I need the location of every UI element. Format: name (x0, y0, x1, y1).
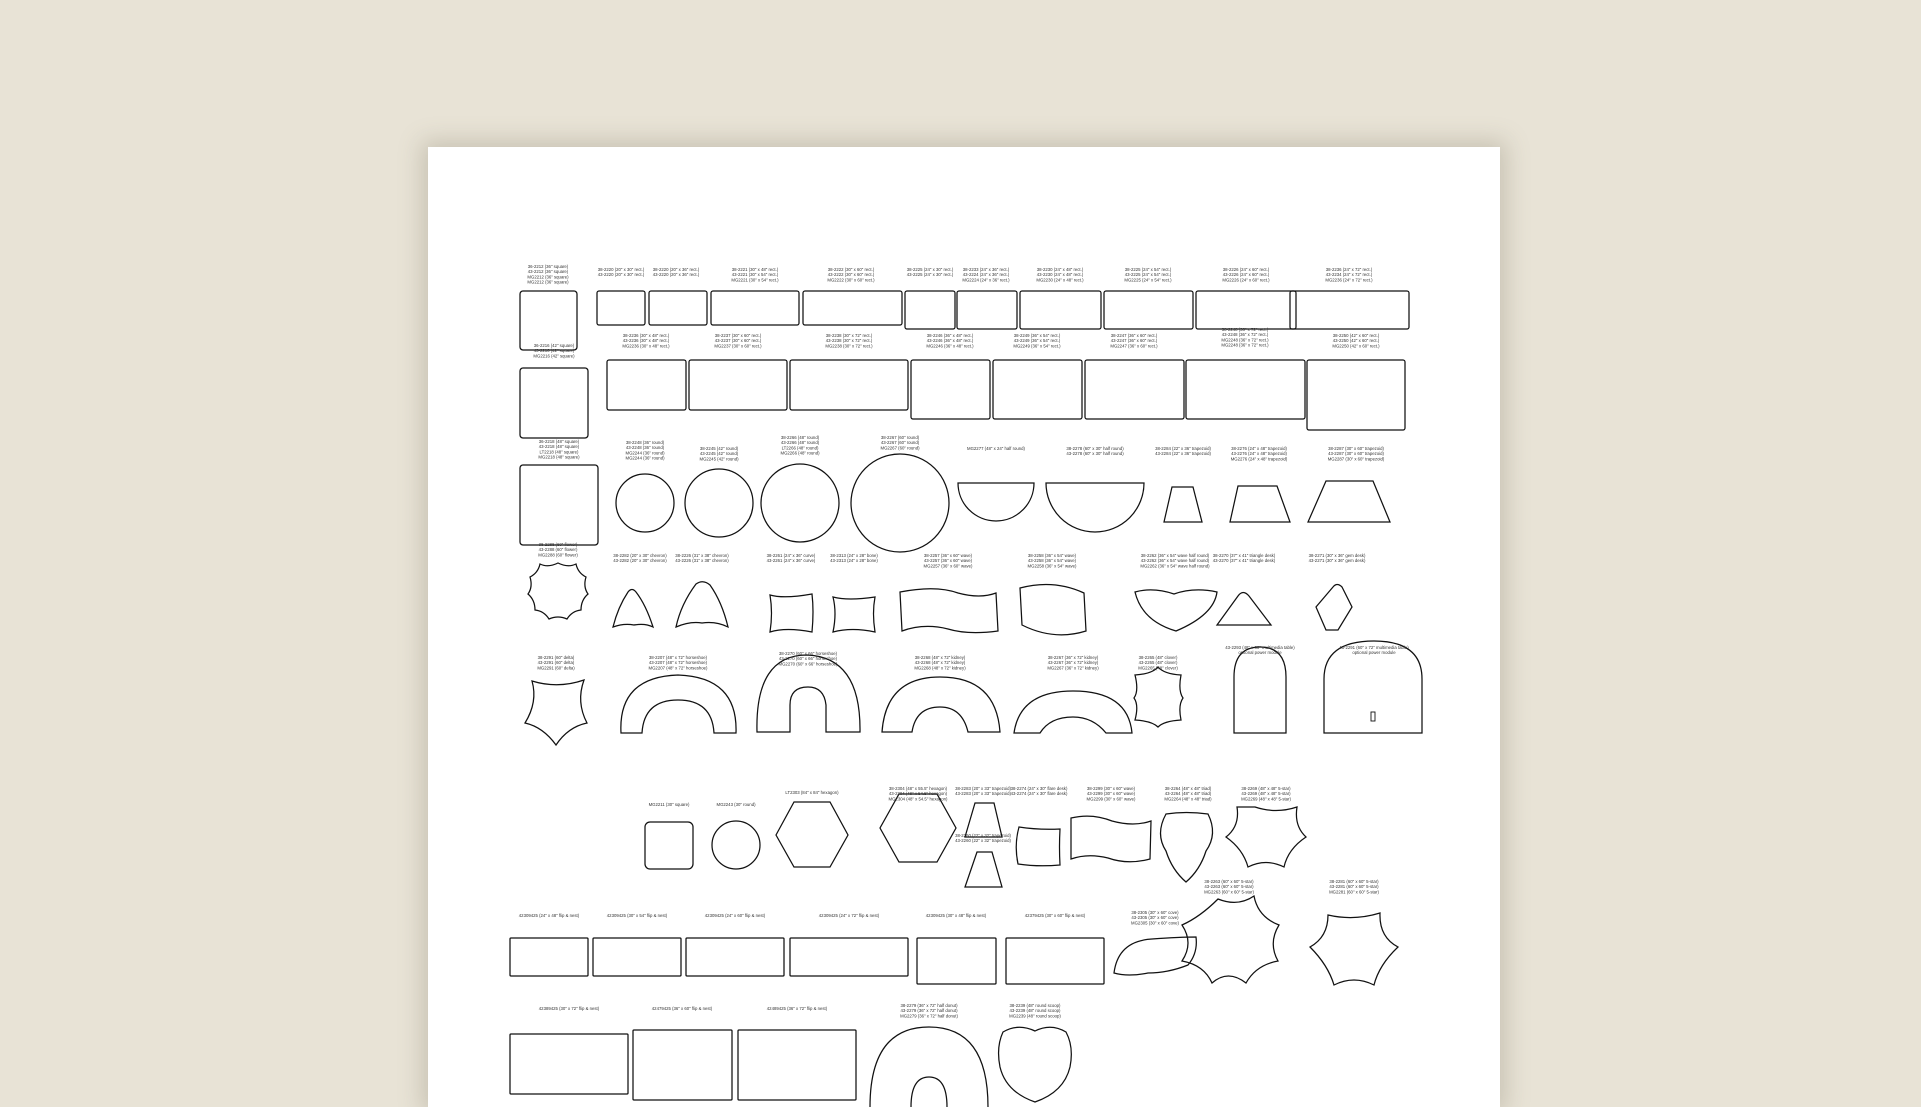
rect-24x54-shape (1104, 291, 1193, 329)
shape-label: MG2265 (48" clover) (1138, 665, 1178, 671)
rect-24x36-shape (957, 291, 1017, 329)
rect-36x54-shape (993, 360, 1082, 419)
shape-label: 38-2238 (30" x 72" rect.) (825, 333, 873, 338)
rect-36x48-shape (911, 360, 990, 419)
shape-label: 38-2299 (30" x 60" wave) (1086, 786, 1136, 791)
shape-label: 38-2263 (60" x 60" 5-star) (1204, 879, 1254, 884)
shape-label: 43-2270 (60" x 66" horseshoe) (778, 656, 838, 662)
cove-30x60-shape (1114, 937, 1196, 975)
shape-label: 43-2288 (60" flower) (538, 547, 578, 553)
shape-label: MG2246 (36" x 48" rect.) (926, 343, 974, 349)
shape-label: optional power module (1238, 650, 1282, 656)
rect-30x54-shape (711, 291, 799, 325)
shape-label: 38-2230 (24" x 48" rect.) (1036, 267, 1084, 272)
shape-label: 38-2250 (42" x 60" rect.) (1332, 333, 1380, 338)
shape-label: MG2269 (48" x 48" 5-star) (1241, 796, 1291, 802)
shape-label: 43-2207 (48" x 72" horseshoe) (648, 660, 708, 666)
shape-label: 42309425 (30" x 48" flip & nest) (925, 913, 987, 918)
shape-label: 43-2299 (30" x 60" wave) (1086, 791, 1136, 797)
shape-label: 43-2224 (24" x 36" rect.) (962, 272, 1010, 278)
half-donut-36x72-shape (870, 1027, 988, 1107)
shape-label: 42489425 (36" x 72" flip & nest) (766, 1006, 828, 1011)
shape-label: 38-2281 (60" x 60" 5-star) (1329, 879, 1379, 884)
shape-label: 42309425 (24" x 48" flip & nest) (518, 913, 580, 918)
rect-24x48-shape (1020, 291, 1101, 329)
round-36-shape (616, 474, 674, 532)
rect-30x60b-shape (689, 360, 787, 410)
shape-label: MG2218 (48" square) (538, 454, 580, 460)
shape-label: 38-2248 (36" x 72" rect.) (1221, 327, 1269, 332)
shape-label: 43-2260 (22" x 32" trapezoid) (955, 838, 1011, 844)
shape-label: 43-2257 (36" x 60" wave) (923, 558, 973, 564)
shape-label: 38-2291 (60" delta) (537, 655, 575, 660)
shape-label: 38-2247 (36" x 60" rect.) (1110, 333, 1158, 338)
flip-nest-36x72-shape (738, 1030, 856, 1100)
shape-label: 38-2236 (30" x 48" rect.) (622, 333, 670, 338)
shape-label: MG2211 (30" square) (648, 802, 690, 807)
clover-48-shape (1134, 667, 1183, 727)
shape-label: 43-2278 (60" x 30" half round) (1066, 451, 1124, 457)
shape-label: 43-2281 (60" x 60" 5-star) (1329, 884, 1379, 890)
wave-30x60-shape (1071, 816, 1151, 862)
shape-label: 38-2274 (24" x 30" flare desk) (1010, 786, 1068, 791)
shape-label: MG2287 (30" x 60" trapezoid) (1327, 456, 1385, 462)
triad-48-shape (1161, 813, 1213, 883)
shape-label: MG2238 (30" x 72" rect.) (825, 343, 873, 349)
rect-24x72-shape (1290, 291, 1409, 329)
round-48-shape (761, 464, 839, 542)
shape-label: MG2243 (30" round) (716, 802, 756, 807)
shape-label: 43-2230 (24" x 48" rect.) (1036, 272, 1084, 278)
shape-label: MG2236 (30" x 48" rect.) (622, 343, 670, 349)
shape-label: 43-2226 (31" x 38" chevron) (675, 558, 729, 564)
wave-36x60-shape (900, 589, 998, 633)
trapezoid-22x36-shape (1164, 487, 1202, 522)
shape-label: 38-2245 (42" round) (699, 446, 739, 451)
shape-label: 43-2279 (36" x 72" half donut) (900, 1008, 958, 1014)
rect-24x60-shape (1196, 291, 1296, 329)
shape-label: 43-2250 (42" x 60" rect.) (1332, 338, 1380, 344)
shape-label: 38-2269 (48" x 48" 5-star) (1241, 786, 1291, 791)
shape-label: 38-2237 (30" x 60" rect.) (714, 333, 762, 338)
shape-label: 43-2236 (30" x 48" rect.) (622, 338, 670, 344)
shape-label: MG2262 (36" x 54" wave half round) (1140, 563, 1210, 569)
shape-label: MG2249 (36" x 54" rect.) (1013, 343, 1061, 349)
shape-label: 38-2304 (48" x 55.5" hexagon) (888, 786, 948, 791)
shape-label: 38-2265 (48" clover) (1138, 655, 1178, 660)
shape-label: MG2250 (42" x 60" rect.) (1332, 343, 1380, 349)
trapezoid-30x60-shape (1308, 481, 1390, 522)
shape-label: 38-2261 (24" x 36" curve) (766, 553, 816, 558)
shape-label: 38-2276 (24" x 48" trapezoid) (1231, 446, 1287, 451)
shape-label: 38-2221 (30" x 48" rect.) (731, 267, 779, 272)
shape-label: 43-2293 (48" x 60" multimedia table) (1225, 645, 1295, 650)
shape-label: 38-2284 (22" x 36" trapezoid) (1155, 446, 1211, 451)
shape-label: 38-2288 (60" flower) (538, 542, 578, 547)
shape-label: MG2267 (60" round) (880, 445, 920, 451)
trapezoid-20x33-shape (965, 803, 1002, 837)
rect-30x48-shape (607, 360, 686, 410)
shape-label: 38-2239 (48" round scoop) (1009, 1003, 1061, 1008)
shape-labels (519, 264, 1409, 1018)
gem-desk-shape (1316, 585, 1352, 631)
shape-label: MG2244 (36" round) (625, 450, 665, 456)
half-round-60-shape (1046, 483, 1144, 532)
shape-label: 43-2218 (48" square) (538, 444, 580, 450)
shape-label: MG2288 (60" flower) (538, 552, 578, 558)
rect-36x72-shape (1186, 360, 1305, 419)
shape-label: MG2305 (30" x 60" cove) (1131, 920, 1179, 926)
shape-label: MG2268 (48" x 72" kidney) (914, 665, 966, 671)
shape-label: MG2264 (48" x 48" triad) (1164, 796, 1212, 802)
shape-label: 43-2216 (42" square) (533, 348, 575, 354)
table-shapes-chart (428, 147, 1500, 1107)
shape-label: 38-2225 (24" x 54" rect.) (1124, 267, 1172, 272)
shape-label: MG2277 (48" x 24" half round) (967, 446, 1025, 451)
shape-label: 38-2271 (30" x 36" gem desk) (1308, 553, 1366, 558)
shape-label: 43-2220 (20" x 30" rect.) (597, 272, 645, 278)
shape-label: 43-2267 (36" x 72" kidney) (1047, 660, 1099, 666)
shape-label: 43-2304 (48" x 54.5" hexagon) (888, 791, 948, 797)
round-60-shape (851, 454, 949, 552)
shape-label: 43-2265 (48" clover) (1138, 660, 1178, 666)
shape-label: 43-2226 (24" x 60" rect.) (1222, 272, 1270, 278)
chevron-20x30-shape (613, 590, 653, 628)
shape-label: MG2267 (36" x 72" kidney) (1047, 665, 1099, 671)
shape-label: 43-2282 (20" x 30" chevron) (613, 558, 667, 564)
shape-label: 42479425 (36" x 60" flip & nest) (651, 1006, 713, 1011)
shape-label: 42379425 (30" x 60" flip & nest) (1024, 913, 1086, 918)
shape-label: MG2212 (36" square) (527, 274, 569, 280)
shape-label: 38-2222 (30" x 60" rect.) (827, 267, 875, 272)
shape-label: MG2248 (36" x 72" rect.) (1221, 337, 1269, 343)
shape-label: MG2276 (24" x 48" trapezoid) (1230, 456, 1288, 462)
flip-nest-24x72-shape (790, 938, 908, 976)
shape-label: MG2237 (30" x 60" rect.) (714, 343, 762, 349)
shape-label: 43-2266 (48" round) (780, 440, 820, 446)
shape-label: 43-2261 (24" x 36" curve) (766, 558, 816, 564)
shape-label: MG2248 (36" x 72" rect.) (1221, 342, 1269, 348)
shape-label: 42309425 (30" x 54" flip & nest) (606, 913, 668, 918)
shape-label: 38-2267 (36" x 72" kidney) (1047, 655, 1099, 660)
shape-label: MG2226 (24" x 60" rect.) (1222, 277, 1270, 283)
hexagon-84-shape (776, 802, 848, 867)
hexagon-48-shape (880, 794, 956, 862)
shape-label: 43-2258 (36" x 54" wave) (1027, 558, 1077, 564)
kidney-48x72-shape (882, 677, 1000, 732)
shape-label: 38-2225 (24" x 30" rect.) (906, 267, 954, 272)
shape-label: MG2257 (36" x 60" wave) (923, 563, 973, 569)
shape-label: 43-2291 (60" delta) (537, 660, 575, 666)
shape-label: MG2299 (30" x 60" wave) (1086, 796, 1136, 802)
shape-label: 42309425 (24" x 60" flip & nest) (704, 913, 766, 918)
shape-label: 43-2269 (48" x 48" 5-star) (1241, 791, 1291, 797)
shape-label: 38-2305 (30" x 60" cove) (1131, 910, 1179, 915)
rect-36x60-shape (1085, 360, 1184, 419)
shape-label: 43-2238 (30" x 72" rect.) (825, 338, 873, 344)
shape-label: 38-2264 (48" x 48" triad) (1164, 786, 1212, 791)
square-30-shape (645, 822, 693, 869)
bone-24x28-shape (833, 597, 875, 632)
delta-60-shape (525, 680, 587, 745)
square-36-shape (520, 291, 577, 350)
rect-42x60-shape (1307, 360, 1405, 430)
document-sheet (428, 147, 1500, 1107)
wave-36x54-shape (1020, 584, 1086, 634)
shape-label: 43-2271 (30" x 36" gem desk) (1308, 558, 1366, 564)
flip-nest-30x72-shape (510, 1034, 628, 1094)
shape-label: MG2281 (60" x 60" 5-star) (1329, 889, 1379, 895)
shape-label: 43-2222 (30" x 60" rect.) (827, 272, 875, 278)
square-48-shape (520, 465, 598, 545)
shape-label: 38-2260 (22" x 32" trapezoid) (955, 833, 1011, 838)
shape-label: 43-2274 (24" x 30" flare desk) (1010, 791, 1068, 797)
shape-label: 38-2248 (36" round) (625, 440, 665, 445)
flip-nest-36x60-shape (633, 1030, 732, 1100)
shape-label: 43-2291 (60" x 72" multimedia table) (1339, 645, 1409, 650)
shape-label: MG2224 (24" x 36" rect.) (962, 277, 1010, 283)
shape-label: 43-2276 (24" x 48" trapezoid) (1231, 451, 1287, 457)
shape-label: 38-2267 (60" round) (880, 435, 920, 440)
rect-30x72-shape (790, 360, 908, 410)
shape-label: MG2221 (30" x 54" rect.) (731, 277, 779, 283)
shape-label: 43-2283 (20" x 33" trapezoid) (955, 791, 1011, 797)
shape-label: 43-2249 (36" x 54" rect.) (1013, 338, 1061, 344)
rect-20x36-shape (649, 291, 707, 325)
kidney-36x72-shape (1014, 691, 1132, 733)
shape-label: 43-2246 (36" x 48" rect.) (926, 338, 974, 344)
five-star-60b-shape (1310, 913, 1398, 985)
shape-label: 42389425 (30" x 72" flip & nest) (538, 1006, 600, 1011)
shape-label: MG2212 (36" square) (527, 279, 569, 285)
shape-label: 38-2287 (30" x 60" trapezoid) (1328, 446, 1384, 451)
five-star-48-shape (1226, 807, 1306, 867)
shape-label: 38-2226 (24" x 60" rect.) (1222, 267, 1270, 272)
triangle-desk-shape (1217, 593, 1271, 626)
shape-label: MG2244 (36" round) (625, 455, 665, 461)
shape-label: 43-2268 (48" x 72" kidney) (914, 660, 966, 666)
round-42-shape (685, 469, 753, 537)
shape-label: 43-2237 (30" x 60" rect.) (714, 338, 762, 344)
rect-20x30-shape (597, 291, 645, 325)
square-42-shape (520, 368, 588, 438)
shape-label: 38-2220 (20" x 36" rect.) (652, 267, 700, 272)
curve-24x36-shape (770, 594, 813, 632)
shape-label: 43-2221 (30" x 54" rect.) (731, 272, 779, 278)
flip-nest-30x54-shape (593, 938, 681, 976)
flower-60-shape (528, 563, 588, 619)
shape-label: 38-2249 (36" x 54" rect.) (1013, 333, 1061, 338)
shape-label: 38-2236 (24" x 72" rect.) (1325, 267, 1373, 272)
shape-label: MG2222 (30" x 60" rect.) (827, 277, 875, 283)
trapezoid-22x32-shape (965, 852, 1002, 887)
shape-label: 38-2233 (24" x 36" rect.) (962, 267, 1010, 272)
shape-label: 42309425 (24" x 72" flip & nest) (818, 913, 880, 918)
flip-nest-24x48-shape (510, 938, 588, 976)
shape-label: 43-2225 (24" x 30" rect.) (906, 272, 954, 278)
shape-label: LT2218 (48" square) (539, 449, 579, 455)
shape-label: 43-2245 (42" round) (699, 451, 739, 457)
shape-label: MG2247 (36" x 60" rect.) (1110, 343, 1158, 349)
shape-label: 38-2268 (48" x 72" kidney) (914, 655, 966, 660)
shape-label: MG2279 (36" x 72" half donut) (900, 1013, 958, 1019)
shape-label: 43-2264 (48" x 48" triad) (1164, 791, 1212, 797)
shape-label: MG2258 (36" x 54" wave) (1027, 563, 1077, 569)
chevron-31x38-shape (676, 582, 728, 627)
shape-label: 38-2226 (31" x 38" chevron) (675, 553, 729, 558)
wave-half-round-shape (1135, 590, 1217, 631)
shape-label: MG2304 (48" x 54.5" hexagon) (888, 796, 948, 802)
shape-label: 38-2270 (60" x 66" horseshoe) (778, 651, 838, 656)
shape-label: 38-2258 (36" x 54" wave) (1027, 553, 1077, 558)
shape-label: 43-2234 (24" x 72" rect.) (1325, 272, 1373, 278)
shape-label: MG2239 (48" round scoop) (1009, 1013, 1061, 1019)
shape-label: 43-2262 (36" x 54" wave half round) (1140, 558, 1210, 564)
multimedia-48x60-shape (1234, 647, 1286, 733)
horseshoe-48x72-shape (621, 675, 736, 733)
shape-label: 38-2283 (20" x 33" trapezoid) (955, 786, 1011, 791)
shape-label: 43-2267 (60" round) (880, 440, 920, 446)
shape-label: 43-2247 (36" x 60" rect.) (1110, 338, 1158, 344)
shape-label: 38-2220 (20" x 30" rect.) (597, 267, 645, 272)
shape-label: LT2266 (48" round) (781, 445, 819, 451)
shape-label: 43-2287 (30" x 60" trapezoid) (1328, 451, 1384, 457)
shape-label: optional power module (1352, 650, 1396, 656)
shape-label: 43-2248 (36" round) (625, 445, 665, 451)
shape-label: 38-2270 (37" x 41" triangle desk) (1212, 553, 1276, 558)
shape-label: 38-2278 (60" x 30" half round) (1066, 446, 1124, 451)
shape-label: 36-2212 (36" square) (527, 264, 569, 269)
shape-label: 43-2305 (30" x 60" cove) (1131, 915, 1179, 921)
shape-label: MG2263 (60" x 60" 5-star) (1204, 889, 1254, 895)
power-module-icon (1371, 712, 1375, 721)
shape-label: 38-2207 (48" x 72" horseshoe) (648, 655, 708, 660)
shape-label: 36-2216 (42" square) (533, 343, 575, 348)
shape-label: MG2230 (24" x 48" rect.) (1036, 277, 1084, 283)
shape-label: MG2266 (48" round) (780, 450, 820, 456)
round-30-shape (712, 821, 760, 869)
shape-label: 38-2257 (36" x 60" wave) (923, 553, 973, 558)
flip-nest-30x60-shape (1006, 938, 1104, 984)
shape-label: 43-2212 (36" square) (527, 269, 569, 275)
shape-label: 38-2262 (36" x 54" wave half round) (1140, 553, 1210, 558)
horseshoe-60x66-shape (757, 655, 860, 732)
flip-nest-24x60-shape (686, 938, 784, 976)
shape-label: 38-2279 (36" x 72" half donut) (900, 1003, 958, 1008)
shape-label: 43-2239 (48" round scoop) (1009, 1008, 1061, 1014)
shape-label: 43-2263 (60" x 60" 5-star) (1204, 884, 1254, 890)
shape-label: 43-2248 (36" x 72" rect.) (1221, 332, 1269, 338)
shape-label: 43-2220 (20" x 36" rect.) (652, 272, 700, 278)
shape-label: MG2207 (48" x 72" horseshoe) (648, 665, 708, 671)
shape-label: MG2216 (42" square) (533, 353, 575, 359)
shape-label: MG2291 (60" delta) (537, 665, 575, 671)
flare-desk-shape (1016, 827, 1060, 866)
shape-label: 43-2284 (22" x 36" trapezoid) (1155, 451, 1211, 457)
shape-label: 43-2313 (24" x 28" bone) (830, 558, 878, 564)
rect-24x30-shape (905, 291, 955, 329)
trapezoid-24x48-shape (1230, 486, 1290, 522)
shape-label: 43-2270 (37" x 41" triangle desk) (1212, 558, 1276, 564)
shape-label: LT2303 (84" x 84" hexagon) (785, 790, 839, 795)
flip-nest-30x48-shape (917, 938, 996, 984)
half-round-48-shape (958, 483, 1034, 521)
shape-label: 38-2282 (20" x 30" chevron) (613, 553, 667, 558)
shape-label: 38-2246 (36" x 48" rect.) (926, 333, 974, 338)
shape-label: MG2236 (24" x 72" rect.) (1325, 277, 1373, 283)
shape-label: MG2225 (24" x 54" rect.) (1124, 277, 1172, 283)
shape-label: MG2245 (42" round) (699, 456, 739, 462)
shape-label: 36-2218 (48" square) (538, 439, 580, 444)
shape-label: 43-2225 (24" x 54" rect.) (1124, 272, 1172, 278)
rect-30x60-shape (803, 291, 902, 325)
shape-label: 38-2266 (48" round) (780, 435, 820, 440)
shape-label: MG2270 (60" x 66" horseshoe) (778, 661, 838, 667)
round-scoop-48-shape (999, 1027, 1072, 1102)
shape-label: 38-2313 (24" x 28" bone) (830, 553, 878, 558)
